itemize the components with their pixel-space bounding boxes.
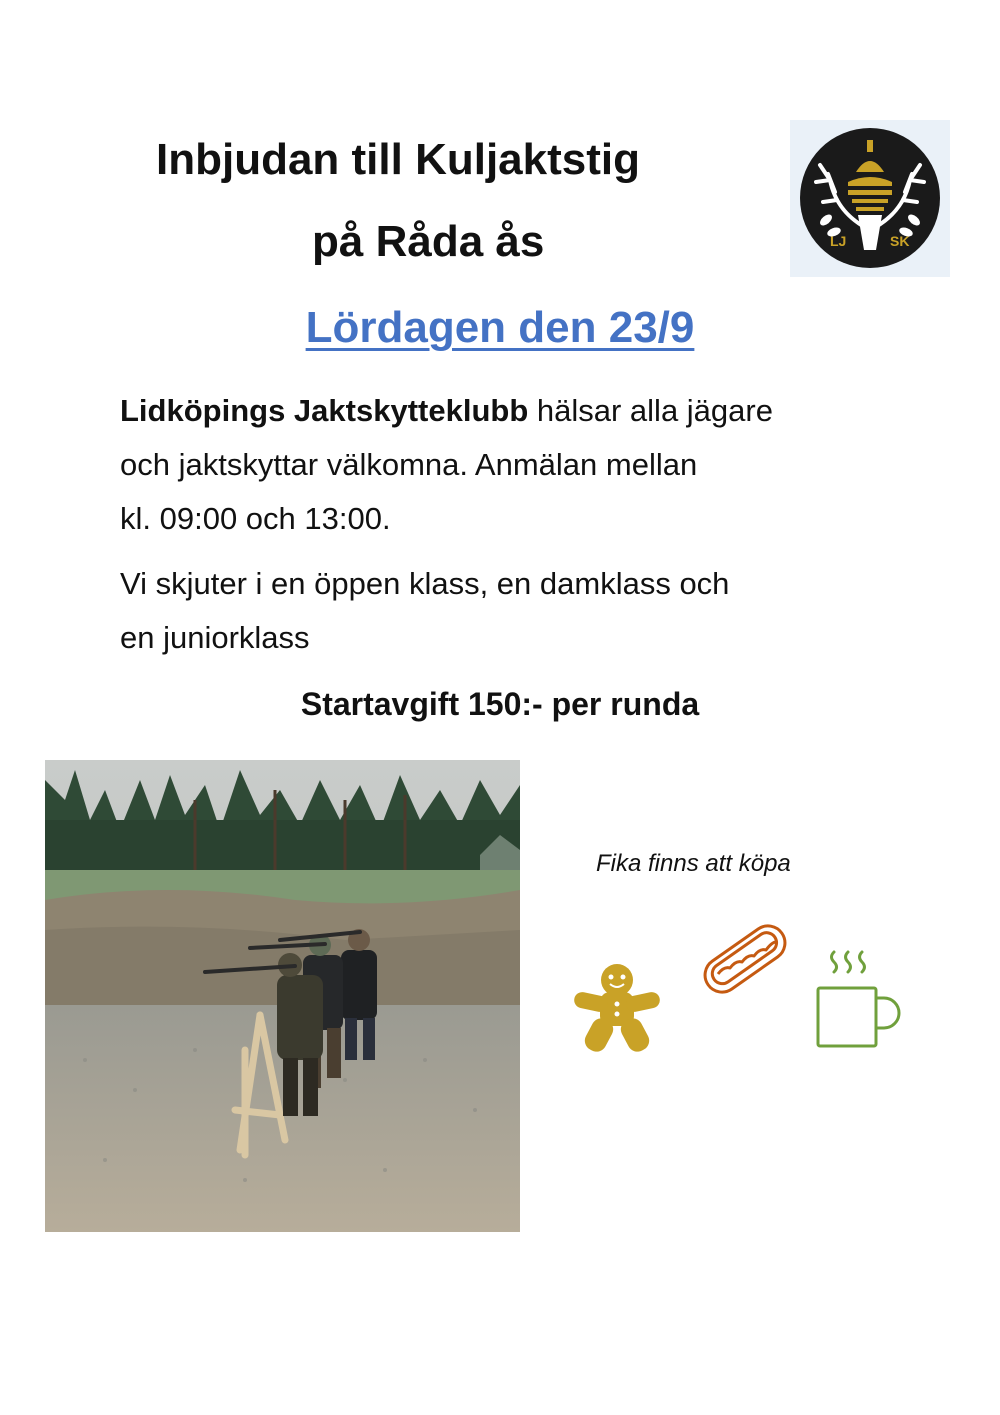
club-name: Lidköpings Jaktskytteklubb: [120, 393, 529, 428]
gingerbread-icon: [572, 962, 662, 1059]
intro-line-2: och jaktskyttar välkomna. Anmälan mellan: [120, 447, 698, 482]
event-date-text: Lördagen den 23/9: [305, 303, 695, 352]
intro-line-3: kl. 09:00 och 13:00.: [120, 501, 391, 536]
coffee-mug-icon: [812, 948, 902, 1057]
title-line-1: Inbjudan till Kuljaktstig: [156, 135, 640, 184]
fika-note: Fika finns att köpa: [596, 850, 791, 877]
club-logo-icon: [790, 120, 950, 277]
intro-line-1: [120, 384, 900, 438]
shooting-range-photo: [45, 760, 520, 1232]
classes-paragraph: [120, 557, 900, 665]
classes-line-2: en juniorklass: [120, 620, 310, 655]
intro-line-1-rest: hälsar alla jägare: [528, 393, 773, 428]
event-date: [0, 303, 1000, 352]
logo-letters-right: SK: [890, 233, 910, 249]
hotdog-icon: [690, 912, 790, 1013]
intro-paragraph: [120, 384, 900, 546]
logo-letters-left: LJ: [830, 233, 847, 249]
club-logo: [790, 120, 950, 277]
start-fee: Startavgift 150:- per runda: [300, 686, 700, 722]
title-line-2: på Råda ås: [312, 217, 545, 266]
classes-line-1: Vi skjuter i en öppen klass, en damklass och: [120, 566, 730, 601]
